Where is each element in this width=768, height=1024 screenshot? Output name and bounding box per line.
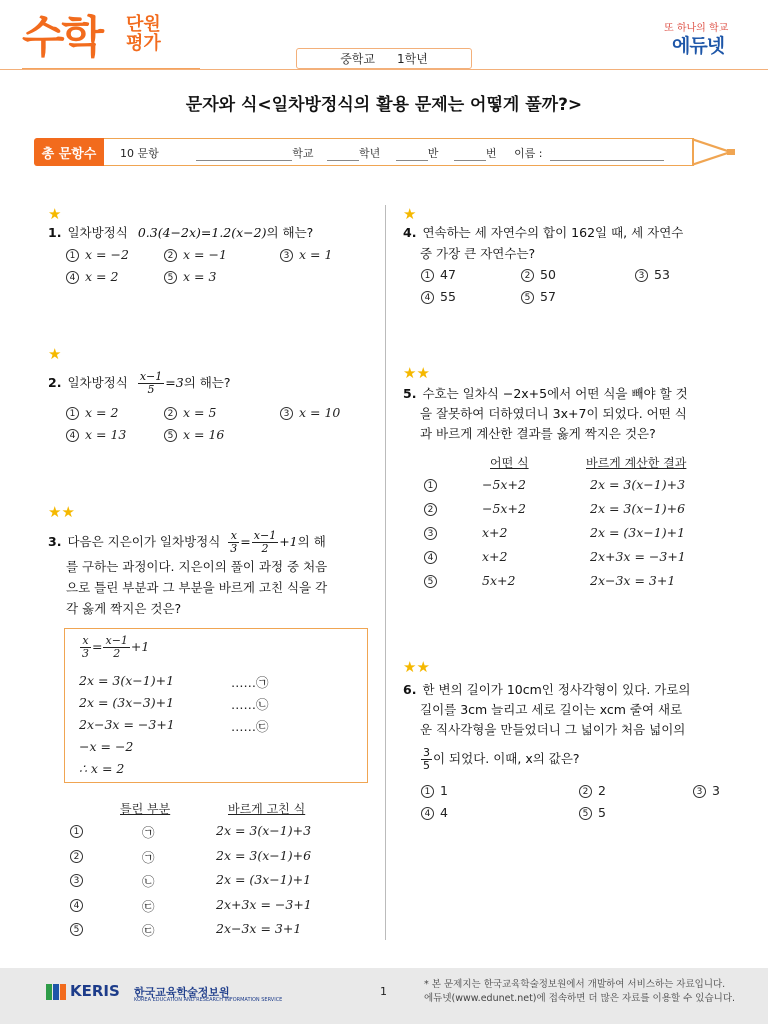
choice-text: x = 1: [299, 247, 333, 262]
choice-number: 4: [421, 291, 434, 304]
problem-text: 일차방정식: [67, 225, 128, 240]
choice-circle: 2: [424, 503, 437, 516]
fraction-bottom: 5: [147, 383, 155, 396]
solution-box: [64, 628, 368, 783]
choice-number: 1: [421, 785, 434, 798]
choice[interactable]: [521, 264, 556, 285]
choice-number: 2: [164, 249, 177, 262]
problem-number: 2.: [48, 375, 62, 390]
choice[interactable]: [66, 266, 118, 287]
fraction: [228, 530, 239, 555]
equation: +1: [130, 639, 150, 654]
table-header: 바르게 계산한 결과: [586, 456, 687, 470]
problem-number: 5.: [403, 386, 417, 401]
choice[interactable]: [164, 266, 216, 287]
fraction: [103, 635, 129, 660]
choice-number[interactable]: [70, 897, 89, 912]
difficulty-stars-icon: ★★: [403, 658, 430, 676]
table-cell: ㉢: [142, 923, 155, 938]
step-marker: ……㉢: [231, 719, 269, 734]
choice-circle: 1: [70, 825, 83, 838]
page-title: 문자와 식<일차방정식의 활용 문제는 어떻게 풀까?>: [185, 95, 583, 115]
difficulty-star-icon: ★: [403, 205, 417, 223]
table-cell: 2x = (3x−1)+1: [216, 872, 312, 887]
fraction-bottom: 3: [82, 647, 89, 660]
difficulty-stars-icon: ★★: [403, 364, 430, 382]
choices-4: [421, 264, 741, 308]
difficulty-stars-icon: ★★: [48, 503, 75, 521]
fraction-bottom: 3: [230, 542, 238, 555]
choice-number: 1: [66, 407, 79, 420]
problem-text: 를 구하는 과정이다. 지은이의 풀이 과정 중 처음: [66, 559, 328, 574]
name-field[interactable]: [550, 150, 664, 161]
fraction-top: x−1: [139, 370, 163, 383]
choice[interactable]: [693, 780, 720, 801]
choice-number: 5: [164, 429, 177, 442]
choice-circle: 2: [70, 850, 83, 863]
choice-number: 4: [421, 807, 434, 820]
equation: =: [240, 534, 251, 549]
choice-number: 2: [521, 269, 534, 282]
table-cell: ㉡: [142, 874, 155, 889]
choice[interactable]: [280, 244, 332, 265]
difficulty-star-icon: ★: [48, 205, 62, 223]
choice[interactable]: [421, 802, 448, 823]
equation: 0.3(4−2x)=1.2(x−2): [137, 225, 267, 240]
choice-text: 50: [540, 267, 556, 282]
table-cell: 2x = 3(x−1)+6: [216, 847, 312, 863]
choice-number[interactable]: [70, 823, 89, 838]
table-cell: 5x+2: [482, 573, 516, 588]
choice-number: 1: [66, 249, 79, 262]
choice[interactable]: [164, 402, 216, 423]
choice-text: 57: [540, 289, 556, 304]
table-cell: ㉠: [142, 849, 155, 865]
choice[interactable]: [579, 802, 606, 823]
choices-1: [66, 244, 376, 288]
choice-circle: 4: [424, 551, 437, 564]
keris-logo: [46, 982, 126, 1002]
footer-note-line: 에듀넷(www.edunet.net)에 접속하면 더 많은 자료를 이용할 수 있습니다.: [424, 993, 736, 1004]
pencil-tip-inner: [694, 141, 727, 163]
choice[interactable]: [579, 780, 606, 801]
choice-circle: 3: [424, 527, 437, 540]
edunet-logo: 에듀넷: [672, 35, 725, 57]
table-cell: 2x = 3(x−1)+3: [590, 477, 686, 492]
equation: =: [92, 639, 103, 654]
number-label: 번: [485, 147, 497, 160]
problem-6: [403, 680, 691, 700]
year-label: 학년: [359, 147, 381, 160]
problem-5: [403, 384, 688, 404]
fraction: [138, 371, 164, 396]
footer-note: [424, 978, 744, 1006]
choice[interactable]: [66, 424, 126, 445]
problem-text: 각 옳게 짝지은 것은?: [66, 601, 182, 616]
table-cell: 2x−3x = 3+1: [590, 573, 676, 588]
fraction: [80, 635, 91, 660]
choices-6: [421, 780, 741, 824]
choice[interactable]: [280, 402, 340, 423]
choice-number[interactable]: [424, 549, 443, 564]
choice-number: 3: [693, 785, 706, 798]
step-marker: ……㉡: [231, 697, 269, 712]
difficulty-star-icon: ★: [48, 345, 62, 363]
problem-text: 의 해는?: [266, 225, 314, 240]
choice-text: x = 10: [299, 405, 341, 420]
table-header: 바르게 고친 식: [228, 802, 306, 816]
choice[interactable]: [421, 780, 448, 801]
choice-number: 3: [635, 269, 648, 282]
table-cell: −5x+2: [482, 477, 526, 492]
problem-2: [48, 368, 231, 398]
problem-text: 중 가장 큰 자연수는?: [420, 246, 536, 261]
choice-text: x = 2: [85, 269, 119, 284]
choice-circle: 5: [424, 575, 437, 588]
info-bar: [34, 138, 734, 166]
org-name-en: KOREA EDUCATION AND RESEARCH INFORMATION SERVICE: [134, 997, 283, 1003]
number-field[interactable]: [454, 150, 486, 161]
choice-text: x = −1: [183, 247, 227, 262]
problem-text: 으로 틀린 부분과 그 부분을 바르게 고친 식을 각: [66, 580, 328, 595]
equation: +1: [279, 534, 298, 549]
problem-text: 한 변의 길이가 10cm인 정사각형이 있다. 가로의: [422, 682, 691, 697]
choice-number[interactable]: [424, 501, 443, 516]
table-header: 틀린 부분: [120, 802, 171, 816]
pencil-lead: [727, 149, 735, 155]
grade-bar: [296, 48, 472, 69]
choice[interactable]: [66, 402, 118, 423]
choice-number: 5: [521, 291, 534, 304]
choice-circle: 1: [424, 479, 437, 492]
solution-line: [79, 635, 149, 660]
choice-text: 4: [440, 805, 448, 820]
choice-text: 3: [712, 783, 720, 798]
table-cell: −5x+2: [482, 501, 526, 516]
keris-text: KERIS: [70, 982, 120, 1000]
table-cell: x+2: [482, 549, 508, 564]
choice-text: 5: [598, 805, 606, 820]
logo-sub-bottom: 평가: [126, 33, 161, 54]
org-name: 한국교육학술정보원: [134, 986, 230, 999]
problem-text: 과 바르게 계산한 결과를 옳게 짝지은 것은?: [420, 426, 656, 441]
class-label: 반: [427, 147, 439, 160]
problem-number: 3.: [48, 534, 62, 549]
choice[interactable]: [66, 244, 129, 265]
table-cell: 2x−3x = 3+1: [216, 921, 302, 936]
choice-number[interactable]: [424, 525, 443, 540]
school-level: 중학교: [340, 52, 375, 66]
choice-text: 2: [598, 783, 606, 798]
problem-text: 수호는 일차식 −2x+5에서 어떤 식을 빼야 할 것: [422, 386, 688, 401]
header-divider: [0, 69, 768, 70]
problem-text: 이 되었다. 이때, x의 값은?: [433, 751, 580, 766]
choice[interactable]: [164, 244, 227, 265]
problem-text: 의 해: [297, 534, 326, 549]
fraction-top: x−1: [105, 634, 128, 647]
choice-text: 1: [440, 783, 448, 798]
choice-number[interactable]: [424, 477, 443, 492]
fraction-top: 3: [423, 746, 430, 759]
choice-text: x = 3: [183, 269, 217, 284]
solution-line: ∴ x = 2: [79, 761, 125, 776]
page-number: 1: [380, 985, 387, 998]
choice[interactable]: [421, 264, 456, 285]
logo: [22, 10, 192, 70]
table-header: 어떤 식: [490, 456, 529, 470]
choice-number: 4: [66, 271, 79, 284]
choice[interactable]: [521, 286, 556, 307]
table-cell: 2x+3x = −3+1: [590, 549, 686, 564]
fraction-top: x: [228, 530, 239, 543]
choice-text: 53: [654, 267, 670, 282]
choice-text: 47: [440, 267, 456, 282]
solution-line: 2x−3x = −3+1: [79, 717, 175, 732]
problem-text: 길이를 3cm 늘리고 세로 길이는 xcm 줄여 새로: [420, 702, 683, 717]
grade: 1학년: [396, 52, 428, 66]
table-cell: x+2: [482, 525, 508, 540]
choice-number[interactable]: [70, 921, 89, 936]
problem-text: 의 해는?: [183, 375, 231, 390]
column-divider: [385, 205, 386, 940]
problem-text: 일차방정식: [67, 375, 128, 390]
problem-text: 연속하는 세 자연수의 합이 162일 때, 세 자연수: [422, 225, 684, 240]
table-cell: 2x = 3(x−1)+6: [590, 501, 686, 516]
choice-number[interactable]: [70, 848, 89, 863]
choice-circle: 3: [70, 874, 83, 887]
choice-text: x = 16: [183, 427, 225, 442]
fraction-bottom: 5: [423, 759, 430, 772]
edunet-tagline: 또 하나의 학교: [664, 23, 729, 34]
fraction-bottom: 2: [113, 647, 121, 660]
question-count: 10 문항: [120, 147, 159, 160]
choice-text: x = 5: [183, 405, 217, 420]
problem-number: 1.: [48, 225, 62, 240]
choice[interactable]: [421, 286, 456, 307]
step-marker: ……㉠: [231, 675, 269, 690]
choice-number: 5: [164, 271, 177, 284]
solution-line: 2x = (3x−3)+1: [79, 695, 175, 710]
choice-number: 2: [579, 785, 592, 798]
fraction-top: x−1: [253, 529, 277, 542]
school-field[interactable]: [196, 150, 292, 161]
problem-text: 다음은 지은이가 일차방정식: [67, 534, 221, 549]
problem-number: 6.: [403, 682, 417, 697]
year-field[interactable]: [327, 150, 359, 161]
logo-sub-top: 단원: [126, 14, 161, 35]
choice-text: x = 2: [85, 405, 119, 420]
table-cell: 2x = (3x−1)+1: [590, 525, 686, 540]
problem-3: [48, 527, 326, 557]
choices-2: [66, 402, 376, 446]
school-label: 학교: [292, 147, 314, 160]
choice-number: 3: [280, 407, 293, 420]
choice[interactable]: [635, 264, 670, 285]
problem-text: 운 직사각형을 만들었더니 그 넓이가 처음 넓이의: [420, 722, 686, 737]
keris-mark-icon: [46, 982, 68, 1002]
footer-note-line: * 본 문제지는 한국교육학술정보원에서 개발하여 서비스하는 자료입니다.: [424, 979, 726, 990]
class-field[interactable]: [396, 150, 428, 161]
choice-number: 2: [164, 407, 177, 420]
fraction: [252, 530, 278, 555]
total-label: 총 문항수: [34, 138, 104, 166]
choice-number[interactable]: [70, 872, 89, 887]
table-cell: ㉢: [142, 898, 155, 914]
problem-text: 을 잘못하여 더하였더니 3x+7이 되었다. 어떤 식: [420, 406, 687, 421]
choice-text: x = −2: [85, 247, 129, 262]
choice[interactable]: [164, 424, 224, 445]
problem-1: [48, 223, 313, 243]
choice-number: 4: [66, 429, 79, 442]
choice-circle: 5: [70, 923, 83, 936]
choice-text: 55: [440, 289, 456, 304]
choice-number[interactable]: [424, 573, 443, 588]
table-cell: 2x = 3(x−1)+3: [216, 823, 312, 838]
table-cell: 2x+3x = −3+1: [216, 896, 312, 912]
problem-4: [403, 223, 683, 243]
problem-number: 4.: [403, 225, 417, 240]
choice-circle: 4: [70, 899, 83, 912]
equation: =3: [165, 375, 184, 390]
name-label: 이름 :: [514, 147, 543, 160]
fraction: [421, 747, 432, 772]
choice-number: 3: [280, 249, 293, 262]
problem-text-line: [420, 744, 580, 774]
table-cell: ㉠: [142, 825, 155, 840]
fraction-bottom: 2: [261, 542, 269, 555]
logo-main: 수학: [22, 12, 102, 63]
info-row: [120, 145, 664, 161]
choice-number: 5: [579, 807, 592, 820]
solution-line: 2x = 3(x−1)+1: [79, 673, 175, 688]
choice-number: 1: [421, 269, 434, 282]
solution-line: −x = −2: [79, 739, 134, 754]
choice-text: x = 13: [85, 427, 127, 442]
fraction-top: x: [80, 635, 91, 648]
